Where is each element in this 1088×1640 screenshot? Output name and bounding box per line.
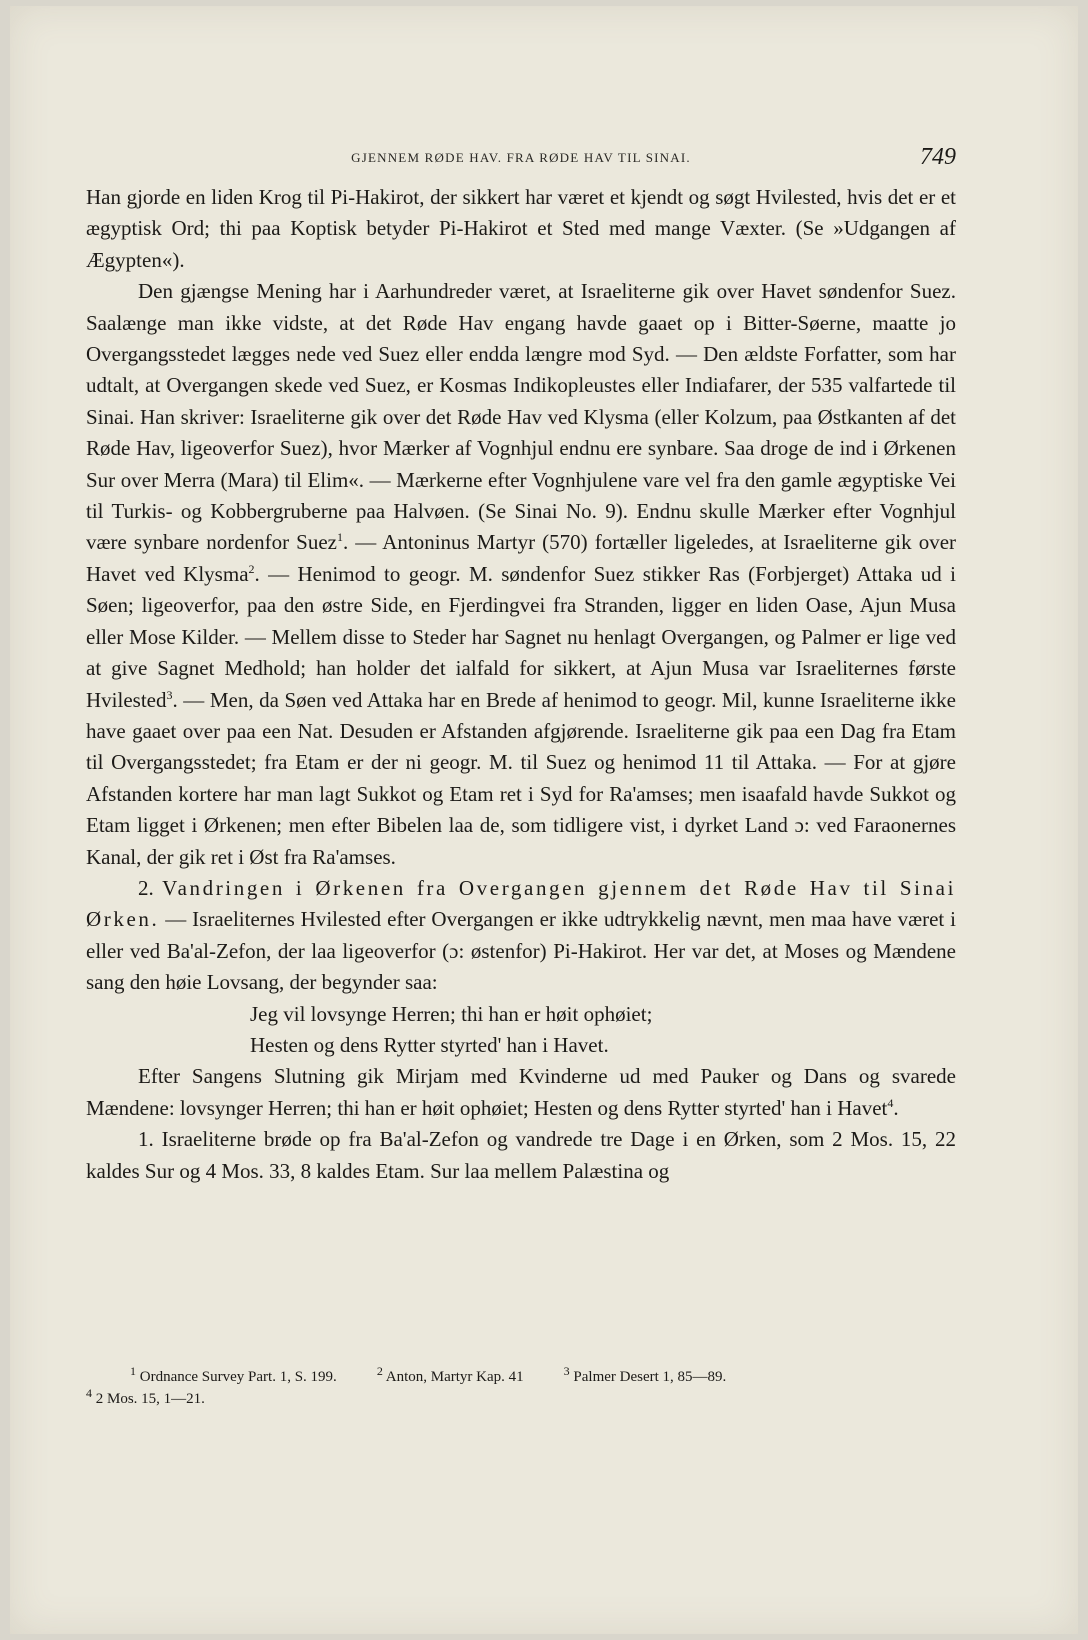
footnotes [86, 1366, 956, 1410]
verse-line: Jeg vil lovsynge Herren; thi han er høit ophøiet; [250, 1001, 653, 1026]
section-number: 2. [138, 875, 163, 900]
footnote-text: Anton, Martyr Kap. 41 [385, 1369, 524, 1385]
footnote-text: 2 Mos. 15, 1—21. [95, 1391, 205, 1407]
footnote [130, 1366, 337, 1388]
page-number: 749 [920, 144, 956, 170]
footnote-number: 1 [130, 1364, 136, 1378]
paragraph [86, 182, 956, 276]
paragraph-text: . — Men, da Søen ved Attaka har en Brede af henimod to geogr. Mil, kunne Israeliterne ikke have gaaet over paa een Nat. Desuden er Afstanden afgjørende. Israeliterne gik paa een Dag fra Etam til Overgangsstedet; fra Etam er der ni geogr. M. til Suez og henimod 11 til Attaka. — For at gjøre Afstanden kortere har man lagt Sukkot og Etam ret i Syd for Ra'amses; men isaafald havde Sukkot og Etam ligget i Ørkenen; men efter Bibelen laa de, som tidligere vist, i dyrket Land ɔ: ved Faraonernes Kanal, der gik ret i Øst fra Ra'amses. [86, 687, 956, 869]
footnote-ref: 2 [248, 561, 255, 576]
paragraph [86, 1124, 956, 1187]
body-text [86, 182, 956, 1187]
paragraph-text: 1. Israeliterne brøde op fra Ba'al-Zefon og vandrede tre Dage i en Ørken, som 2 Mos. 15, 22 kaldes Sur og 4 Mos. 33, 8 kaldes Etam. Sur laa mellem Palæstina og [86, 1127, 956, 1183]
footnote-number: 2 [376, 1364, 383, 1378]
section-paragraph [86, 873, 956, 999]
paragraph [86, 276, 956, 873]
footnote [564, 1366, 727, 1388]
paragraph: Efter Sangens Slutning gik Mirjam med Kvinderne ud med Pauker og Dans og svarede Mændene: lovsynger Herren; thi han er høit ophøiet; Hesten og dens Rytter styrted' han i Havet$^4$. [86, 1064, 956, 1120]
footnote [86, 1388, 205, 1410]
paragraph-text: Han gjorde en liden Krog til Pi-Hakirot, der sikkert har været et kjendt og søgt Hvilested, hvis det er et ægyptisk Ord; thi paa Koptisk betyder Pi-Hakirot et Sted med mange Væxter. (Se »Udgangen af Ægypten«). [86, 185, 956, 272]
running-title: GJENNEM RØDE HAV. FRA RØDE HAV TIL SINAI. [351, 150, 691, 165]
verse-line: Hesten og dens Rytter styrted' han i Havet. [250, 1032, 609, 1057]
footnote-ref: 3 [166, 687, 173, 702]
paragraph-text: Den gjængse Mening har i Aarhundreder været, at Israeliterne gik over Havet søndenfor Suez. Saalænge man ikke vidste, at det Røde Hav engang havde gaaet op i Bitter-Søerne, maatte jo Overgangsstedet lægges nede ved Suez eller endda længre mod Syd. — Den ældste Forfatter, som har udtalt, at Overgangen skede ved Suez, er Kosmas Indikopleustes eller Indiafarer, der 535 valfartede til Sinai. Han skriver: Israeliterne gik over det Røde Hav ved Klysma (eller Kolzum, paa Østkanten af det Røde Hav, ligeoverfor Suez), hvor Mærker af Vognhjul endnu ere synbare. Saa droge de ind i Ørkenen Sur over Merra (Mara) til Elim«. — Mærkerne efter Vognhjulene vare vel fra den gamle ægyptiske Vei til Turkis- og Kobbergruberne paa Halvøen. (Se Sinai No. 9). Endnu skulle Mærker efter Vognhjul være synbare nordenfor Suez [86, 279, 956, 555]
paragraph-text: Efter Sangens Slutning gik Mirjam med Kvinderne ud med Pauker og Dans og svarede Mændene: lovsynger Herren; thi han er høit ophøiet; Hesten og dens Rytter styrted' han i Havet [86, 1064, 956, 1120]
footnote-row [86, 1366, 956, 1388]
footnote-text: Ordnance Survey Part. 1, S. 199. [139, 1369, 337, 1385]
paragraph-text: . — Henimod to geogr. M. søndenfor Suez stikker Ras (Forbjerget) Attaka ud i Søen; ligeoverfor, paa den østre Side, en Fjerdingvei fra Stranden, ligger en liden Oase, Ajun Musa eller Mose Kilder. — Mellem disse to Steder har Sagnet nu henlagt Overgangen, og Palmer er lige ved at give Sagnet Medhold; han holder det ialfald for sikkert, at Ajun Musa var Israeliternes første Hvilested [86, 561, 956, 712]
footnote-text: Palmer Desert 1, 85—89. [573, 1369, 727, 1385]
footnote-row [86, 1388, 956, 1410]
page-header [86, 144, 956, 174]
footnote-ref: 1 [336, 530, 343, 545]
footnote-number: 4 [86, 1386, 92, 1400]
paragraph-text: . — Antoninus Martyr (570) fortæller ligeledes, at Israeliterne gik over Havet ved Klysma [86, 530, 957, 586]
footnote-number: 3 [563, 1364, 570, 1378]
footnote-ref: 4 [887, 1095, 894, 1110]
footnote [377, 1366, 524, 1388]
section-heading: Vandringen i Ørkenen fra Overgangen gjennem det Røde Hav til Sinai Ørken. [86, 875, 957, 932]
paragraph-text: — Israeliternes Hvilested efter Overgangen er ikke udtrykkelig nævnt, men maa have været i eller ved Ba'al-Zefon, der laa ligeoverfor (ɔ: østenfor) Pi-Hakirot. Her var det, at Moses og Mændene sang den høie Lovsang, der begynder saa: [86, 907, 956, 995]
page [10, 6, 1078, 1634]
